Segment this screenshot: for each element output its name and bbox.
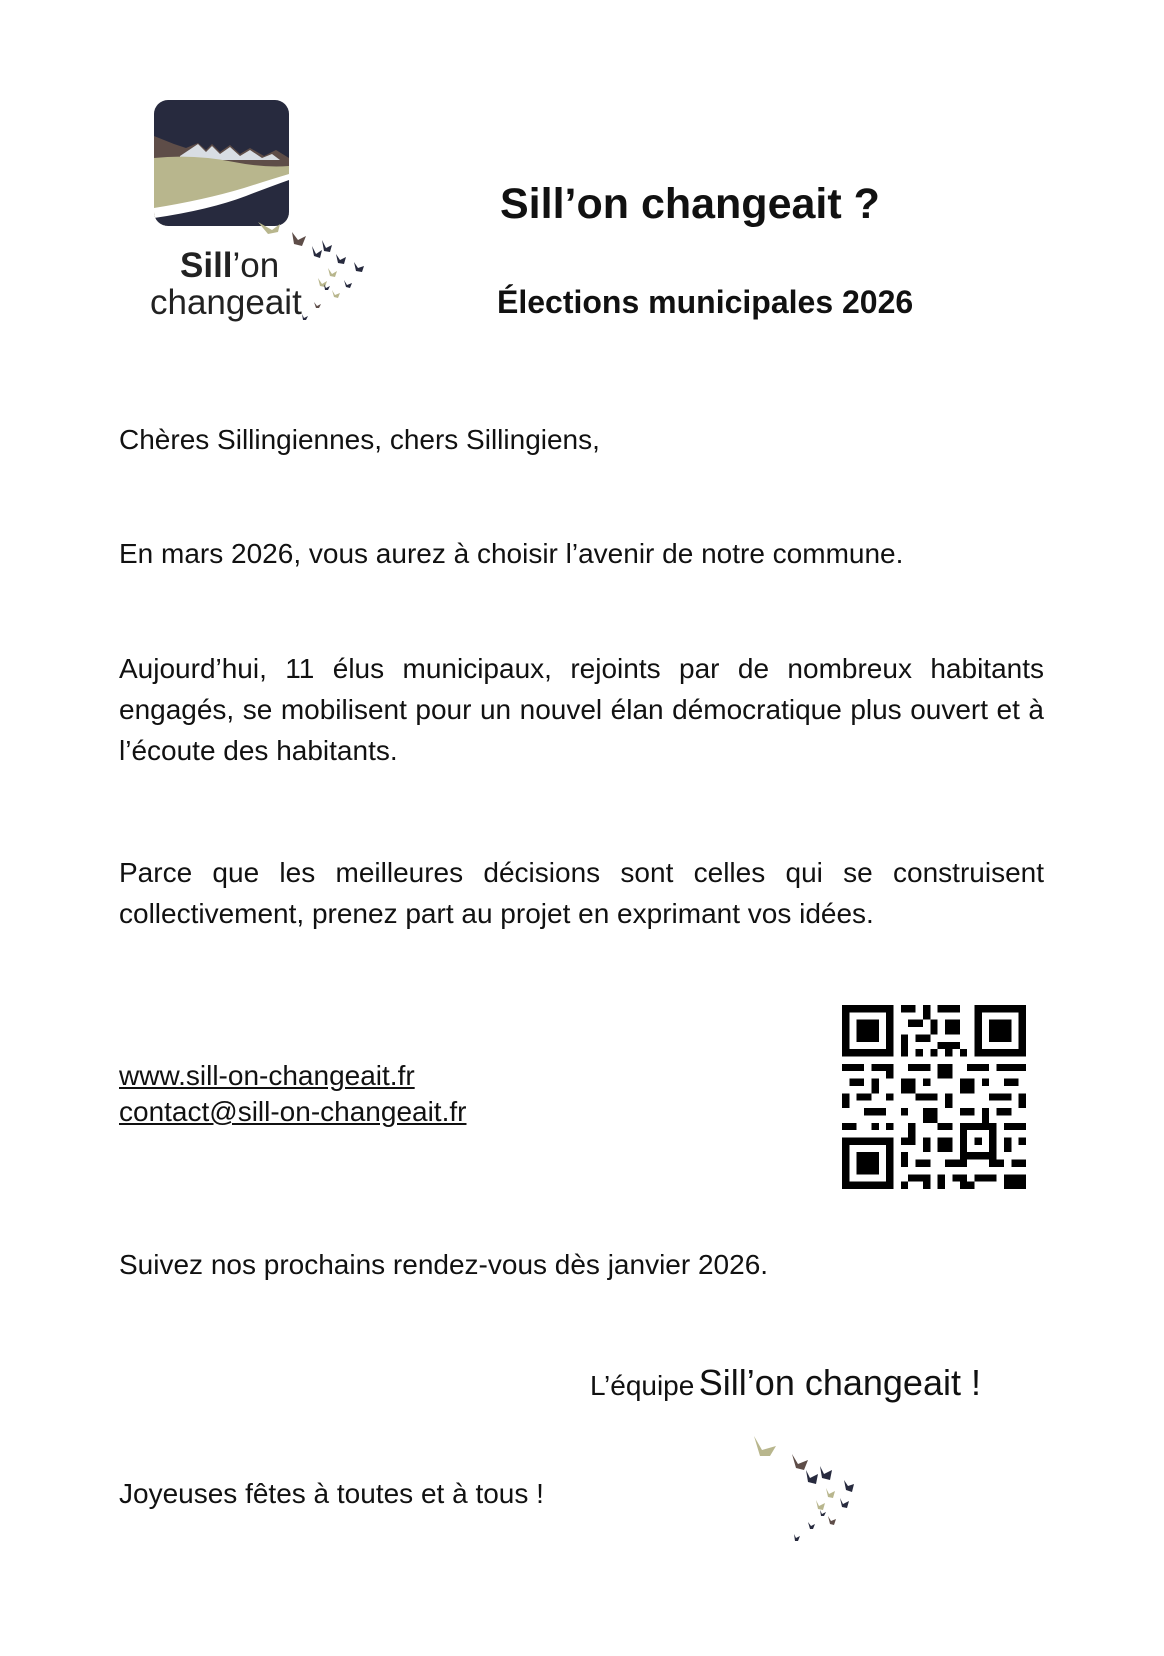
follow-text: Suivez nos prochains rendez-vous dès janvier 2026.: [119, 1249, 769, 1280]
website-link[interactable]: www.sill-on-changeait.fr: [119, 1060, 415, 1091]
email-link[interactable]: contact@sill-on-changeait.fr: [119, 1096, 467, 1127]
page-title: Sill’on changeait ?: [500, 180, 880, 228]
signature-prefix: L’équipe: [590, 1370, 695, 1401]
birds-icon: [258, 218, 368, 338]
logo-text-line1: Sill’on: [180, 246, 280, 285]
closing-text: Joyeuses fêtes à toutes et à tous !: [119, 1478, 544, 1509]
paragraph-1: En mars 2026, vous aurez à choisir l’avenir de notre commune.: [119, 538, 904, 569]
signature: [590, 1362, 981, 1404]
logo: [150, 100, 390, 350]
birds-icon: [748, 1436, 878, 1561]
paragraph-3: Parce que les meilleures décisions sont celles qui se construisent collectivement, prenez part au projet en exprimant vos idées.: [119, 857, 1044, 929]
page-subtitle: Élections municipales 2026: [497, 284, 914, 320]
paragraph-2: Aujourd’hui, 11 élus municipaux, rejoints par de nombreux habitants engagés, se mobilisent pour un nouvel élan démocratique plus ouvert et à l’écoute des habitants.: [119, 653, 1044, 766]
logo-text-line2: changeait: [150, 283, 302, 322]
signature-name: Sill’on changeait !: [698, 1362, 981, 1403]
logo-landscape-icon: [154, 100, 304, 230]
greeting: Chères Sillingiennes, chers Sillingiens,: [119, 424, 600, 455]
qr-code-icon[interactable]: [842, 1005, 1026, 1189]
